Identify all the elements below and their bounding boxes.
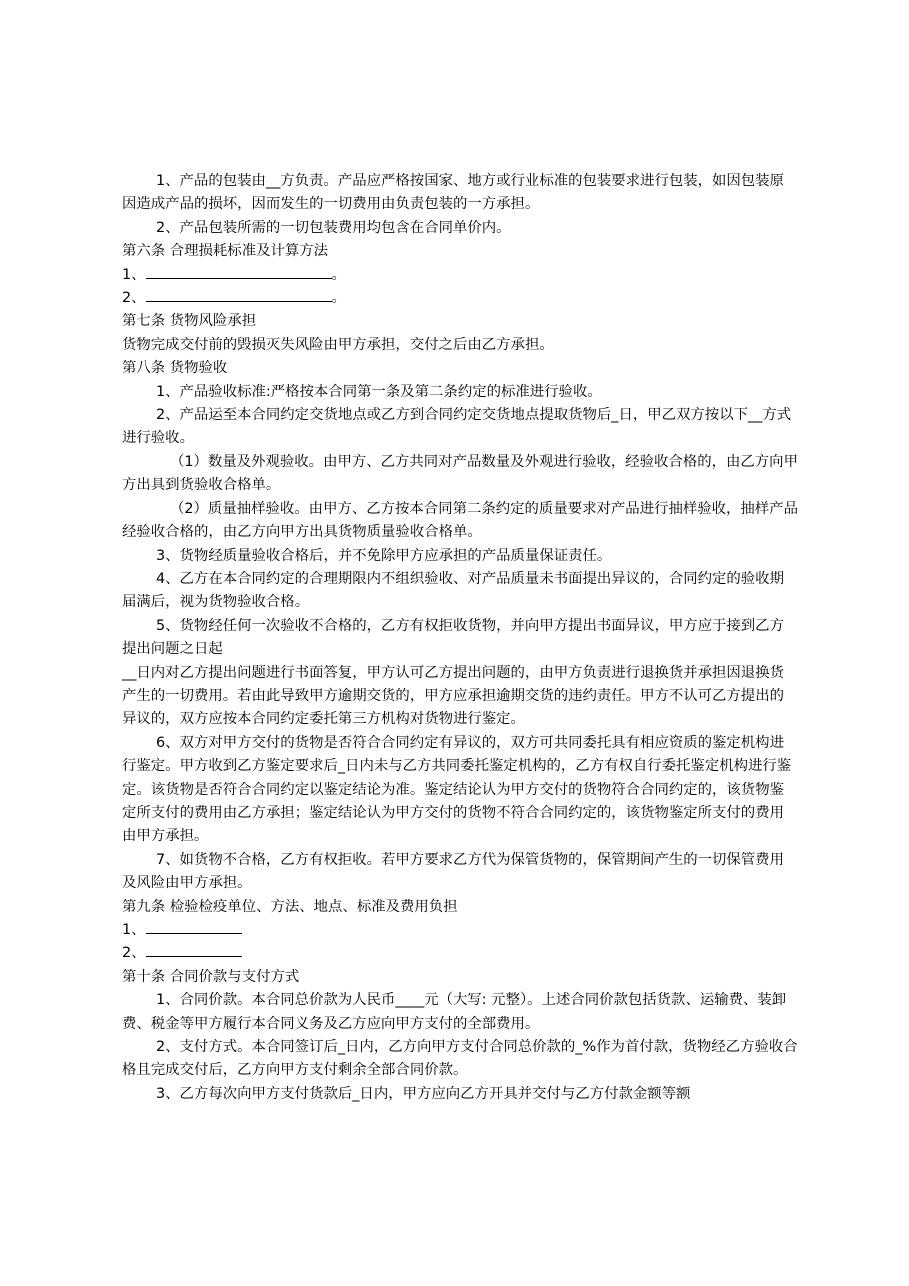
blank-line xyxy=(146,919,242,934)
article-10-item-3: 3、乙方每次向甲方支付货款后_日内，甲方应向乙方开具并交付与乙方付款金额等额 xyxy=(156,1085,691,1102)
article-6-item-1: 1、 。 xyxy=(122,264,798,287)
blank-line xyxy=(146,942,242,957)
article-8-item-3: 3、货物经质量验收合格后，并不免除甲方应承担的产品质量保证责任。 xyxy=(156,547,612,564)
article-7-heading: 第七条 货物风险承担 xyxy=(122,313,257,330)
article-9-item-1: 1、 xyxy=(122,919,798,942)
article-9-heading: 第九条 检验检疫单位、方法、地点、标准及费用负担 xyxy=(122,898,458,915)
clause-packaging-1: 1、产品的包装由__方负责。产品应严格按国家、地方或行业标准的包装要求进行包装，如因包装原因造成产品的损坏，因而发生的一切费用由负责包装的一方承担。 xyxy=(122,173,784,213)
clause-packaging-2: 2、产品包装所需的一切包装费用均包含在合同单价内。 xyxy=(156,219,511,236)
article-10-heading: 第十条 合同价款与支付方式 xyxy=(122,968,300,985)
article-8-heading: 第八条 货物验收 xyxy=(122,360,228,377)
blank-line xyxy=(146,287,332,302)
article-6-heading: 第六条 合理损耗标准及计算方法 xyxy=(122,243,329,260)
article-10-item-1: 1、合同价款。本合同总价款为人民币____元（大写: 元整）。上述合同价款包括货款、运输费、装卸费、税金等甲方履行本合同义务及乙方应向甲方支付的全部费用。 xyxy=(122,992,787,1032)
article-6-item-2: 2、 。 xyxy=(122,287,798,310)
article-7-body: 货物完成交付前的毁损灭失风险由甲方承担，交付之后由乙方承担。 xyxy=(122,336,554,353)
article-8-item-5-cont: __日内对乙方提出问题进行书面答复，甲方认可乙方提出问题的，由甲方负责进行退换货并承担因退换货产生的一切费用。若由此导致甲方逾期交货的，甲方应承担逾期交货的违约责任。甲方不认可乙方提出的异议的，双方应按本合同约定委托第三方机构对货物进行鉴定。 xyxy=(122,664,784,728)
article-9-item-2: 2、 xyxy=(122,942,798,965)
blank-line xyxy=(146,264,332,279)
article-8-item-2a: （1）数量及外观验收。由甲方、乙方共同对产品数量及外观进行验收，经验收合格的，由乙方向甲方出具到货验收合格单。 xyxy=(122,453,798,494)
article-8-item-1: 1、产品验收标准:严格按本合同第一条及第二条约定的标准进行验收。 xyxy=(156,383,602,400)
article-8-item-5: 5、货物经任何一次验收不合格的，乙方有权拒收货物，并向甲方提出书面异议，甲方应于接到乙方提出问题之日起 xyxy=(122,617,784,658)
article-8-item-4: 4、乙方在本合同约定的合理期限内不组织验收、对产品质量未书面提出异议的，合同约定的验收期届满后，视为货物验收合格。 xyxy=(122,570,784,611)
article-8-item-7: 7、如货物不合格，乙方有权拒收。若甲方要求乙方代为保管货物的，保管期间产生的一切保管费用及风险由甲方承担。 xyxy=(122,851,784,892)
document-body xyxy=(122,170,798,1106)
article-10-item-2: 2、支付方式。本合同签订后_日内，乙方向甲方支付合同总价款的_%作为首付款，货物经乙方验收合格且完成交付后，乙方向甲方支付剩余全部合同价款。 xyxy=(122,1039,798,1079)
article-8-item-2: 2、产品运至本合同约定交货地点或乙方到合同约定交货地点提取货物后_日，甲乙双方按以下__方式进行验收。 xyxy=(122,407,792,447)
article-8-item-6: 6、双方对甲方交付的货物是否符合合同约定有异议的，双方可共同委托具有相应资质的鉴定机构进行鉴定。甲方收到乙方鉴定要求后_日内未与乙方共同委托鉴定机构的，乙方有权自行委托鉴定机构进行鉴定。该货物是否符合合同约定以鉴定结论为准。鉴定结论认为甲方交付的货物符合合同约定的，该货物鉴定所支付的费用由乙方承担；鉴定结论认为甲方交付的货物不符合合同约定的，该货物鉴定所支付的费用由甲方承担。 xyxy=(122,734,792,845)
article-8-item-2b: （2）质量抽样验收。由甲方、乙方按本合同第二条约定的质量要求对产品进行抽样验收，抽样产品经验收合格的，由乙方向甲方出具货物质量验收合格单。 xyxy=(122,500,798,541)
